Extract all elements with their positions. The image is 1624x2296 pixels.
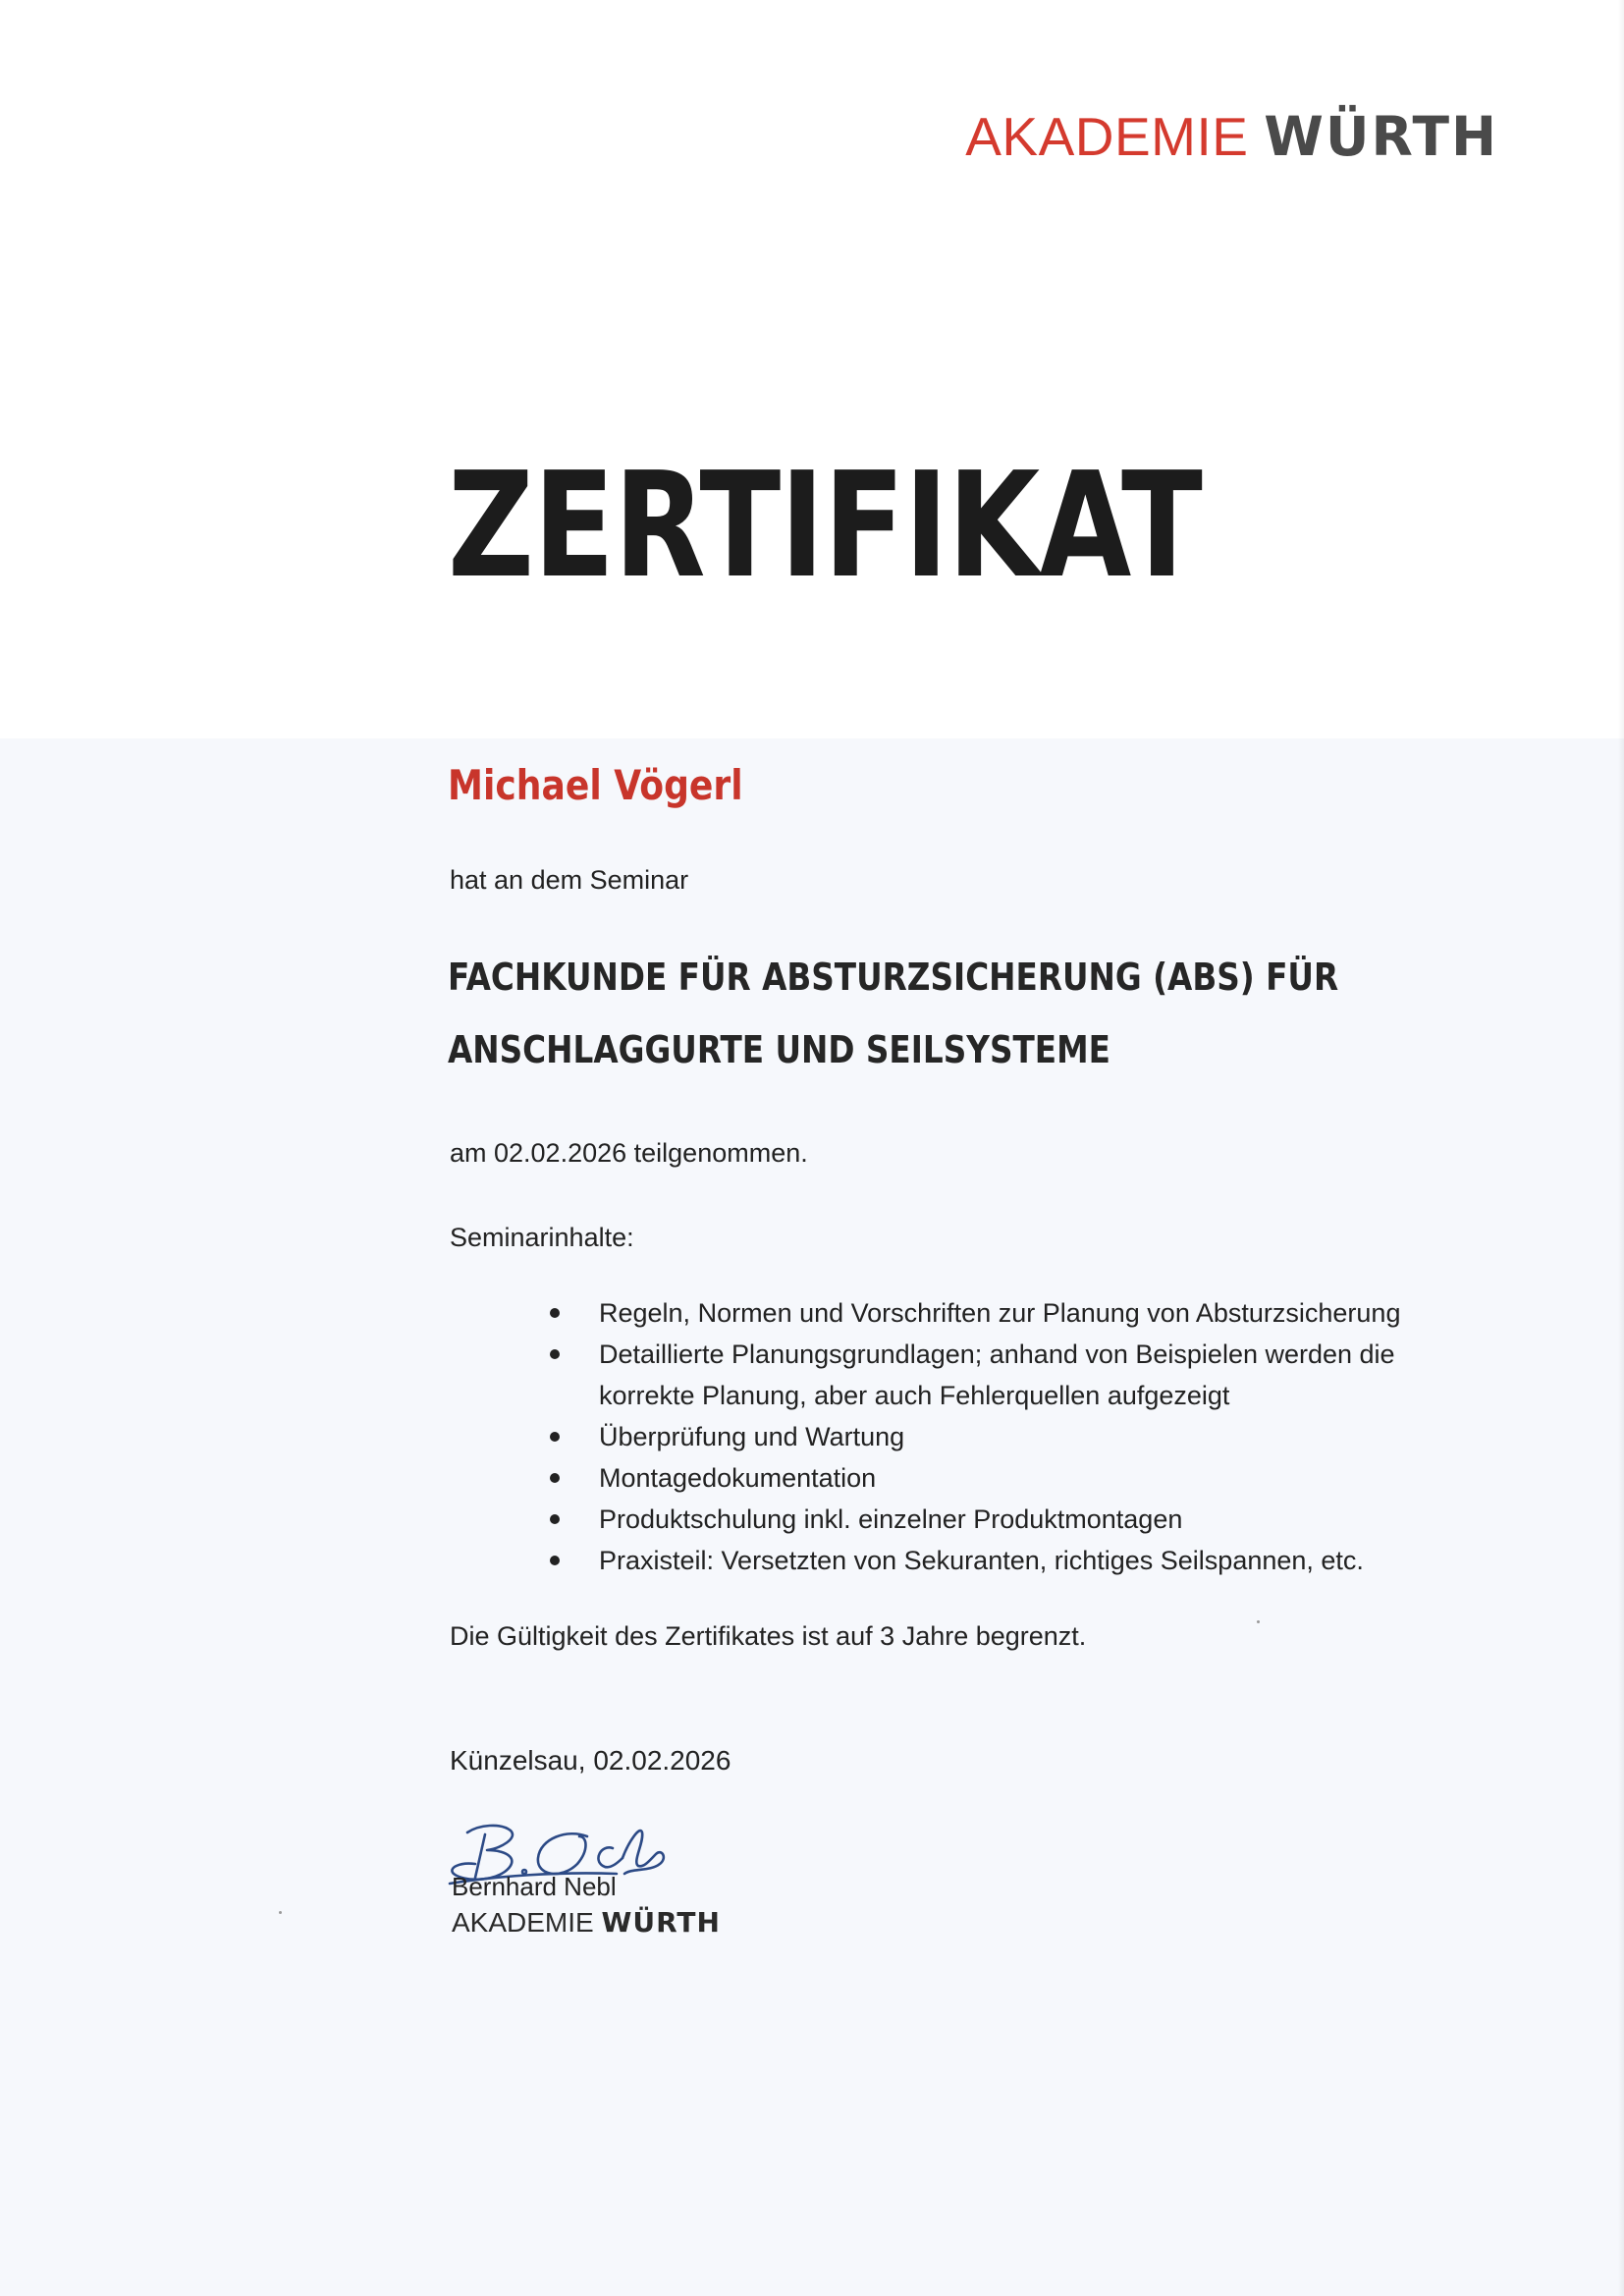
scan-speck — [279, 1911, 282, 1914]
list-item-text: Regeln, Normen und Vorschriften zur Planung von Absturzsicherung — [599, 1298, 1401, 1328]
contents-label: Seminarinhalte: — [450, 1223, 634, 1252]
list-item-text: Überprüfung und Wartung — [599, 1422, 905, 1451]
list-item-text: Produktschulung inkl. einzelner Produktmontagen — [599, 1504, 1183, 1534]
footer-logo-akademie: AKADEMIE — [452, 1907, 594, 1938]
header-logo — [965, 102, 1498, 171]
list-item — [550, 1457, 1414, 1499]
scan-speck — [1257, 1620, 1260, 1623]
list-item — [550, 1334, 1414, 1416]
footer-logo — [452, 1905, 721, 1941]
bullet-icon — [550, 1556, 560, 1565]
bullet-icon — [550, 1308, 560, 1318]
bullet-icon — [550, 1432, 560, 1442]
bullet-icon — [550, 1349, 560, 1359]
header-logo-akademie: AKADEMIE — [965, 106, 1249, 167]
list-item-text: Praxisteil: Versetzten von Sekuranten, richtiges Seilspannen, etc. — [599, 1546, 1364, 1575]
list-item — [550, 1416, 1414, 1457]
place-and-date: Künzelsau, 02.02.2026 — [450, 1745, 731, 1776]
list-item — [550, 1540, 1414, 1581]
participation-text: am 02.02.2026 teilgenommen. — [450, 1138, 808, 1168]
list-item — [550, 1292, 1414, 1334]
scan-edge-shadow — [1618, 0, 1624, 2296]
intro-text: hat an dem Seminar — [450, 865, 689, 895]
list-item-text: Montagedokumentation — [599, 1463, 877, 1493]
list-item — [550, 1499, 1414, 1540]
list-item-text: Detaillierte Planungsgrundlagen; anhand von Beispielen werden die korrekte Planung, aber auch Fehlerquellen aufgezeigt — [599, 1339, 1395, 1410]
bullet-icon — [550, 1514, 560, 1524]
seminar-title — [448, 941, 1339, 1086]
certificate-title: ZERTIFIKAT — [448, 441, 1203, 610]
validity-text: Die Gültigkeit des Zertifikates ist auf 3 Jahre begrenzt. — [450, 1621, 1087, 1651]
signer-name: Bernhard Nebl — [452, 1872, 617, 1901]
seminar-title-line-2: ANSCHLAGGURTE UND SEILSYSTEME — [448, 1028, 1110, 1071]
recipient-name: Michael Vögerl — [448, 761, 743, 809]
seminar-contents-list — [550, 1292, 1414, 1581]
header-logo-wuerth: WÜRTH — [1264, 105, 1498, 168]
bullet-icon — [550, 1473, 560, 1483]
seminar-title-line-1: FACHKUNDE FÜR ABSTURZSICHERUNG (ABS) FÜR — [448, 956, 1339, 999]
footer-logo-wuerth: WÜRTH — [601, 1906, 721, 1939]
